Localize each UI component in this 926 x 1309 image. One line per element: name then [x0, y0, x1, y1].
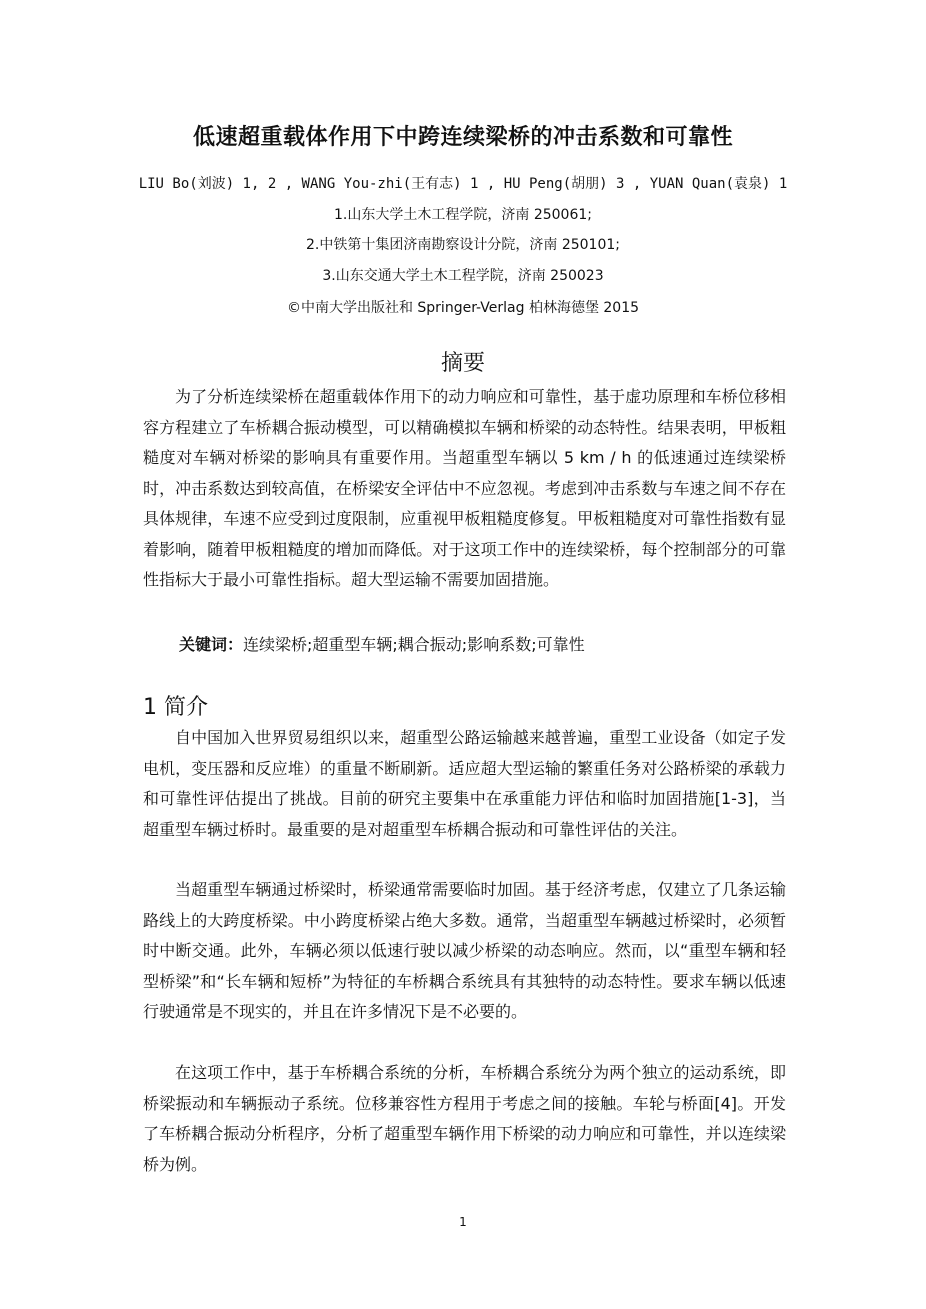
- intro-paragraph-3: 在这项工作中，基于车桥耦合系统的分析，车桥耦合系统分为两个独立的运动系统，即桥梁振动和车辆振动子系统。位移兼容性方程用于考虑之间的接触。车轮与桥面[4]。开发了车桥耦合振动分析程序，分析了超重型车辆作用下桥梁的动力响应和可靠性，并以连续梁桥为例。: [143, 1063, 786, 1174]
- paper-title: 低速超重载体作用下中跨连续梁桥的冲击系数和可靠性: [192, 125, 733, 150]
- intro-paragraph-2: 当超重型车辆通过桥梁时，桥梁通常需要临时加固。基于经济考虑，仅建立了几条运输路线上的大跨度桥梁。中小跨度桥梁占绝大多数。通常，当超重型车辆越过桥梁时，必须暂时中断交通。此外，车辆必须以低速行驶以减少桥梁的动态响应。然而，以“重型车辆和轻型桥梁”和“长车辆和短桥”为特征的车桥耦合系统具有其独特的动态特性。要求车辆以低速行驶通常是不现实的，并且在许多情况下是不必要的。: [143, 880, 786, 1021]
- affiliation-1: 1.山东大学土木工程学院，济南 250061;: [334, 207, 592, 223]
- keywords-line: [179, 632, 585, 655]
- keywords-label: 关键词：: [179, 635, 244, 654]
- affiliation-3: 3.山东交通大学土木工程学院，济南 250023: [322, 268, 604, 284]
- abstract-heading: 摘要: [440, 351, 485, 376]
- author-list: LIU Bo(刘波) 1, 2 , WANG You-zhi(王有志) 1 , HU Peng(胡朋) 3 , YUAN Quan(袁泉) 1: [138, 176, 788, 192]
- copyright-line: ©中南大学出版社和 Springer-Verlag 柏林海德堡 2015: [286, 300, 640, 316]
- section-heading-introduction: 1 简介: [143, 695, 208, 720]
- keywords-list: 连续梁桥;超重型车辆;耦合振动;影响系数;可靠性: [243, 635, 585, 654]
- page-number: 1: [459, 1215, 467, 1229]
- abstract-paragraph: 为了分析连续梁桥在超重载体作用下的动力响应和可靠性，基于虚功原理和车桥位移相容方程建立了车桥耦合振动模型，可以精确模拟车辆和桥梁的动态特性。结果表明，甲板粗糙度对车辆对桥梁的影响具有重要作用。当超重型车辆以 5 km / h 的低速通过连续梁桥时，冲击系数达到较高值，在桥梁安全评估中不应忽视。考虑到冲击系数与车速之间不存在具体规律，车速不应受到过度限制，应重视甲板粗糙度修复。甲板粗糙度对可靠性指数有显着影响，随着甲板粗糙度的增加而降低。对于这项工作中的连续梁桥，每个控制部分的可靠性指标大于最小可靠性指标。超大型运输不需要加固措施。: [143, 387, 786, 589]
- affiliation-2: 2.中铁第十集团济南勘察设计分院，济南 250101;: [306, 237, 620, 253]
- intro-paragraph-1: 自中国加入世界贸易组织以来，超重型公路运输越来越普遍，重型工业设备（如定子发电机，变压器和反应堆）的重量不断刷新。适应超大型运输的繁重任务对公路桥梁的承载力和可靠性评估提出了挑战。目前的研究主要集中在承重能力评估和临时加固措施[1-3]，当超重型车辆过桥时。最重要的是对超重型车桥耦合振动和可靠性评估的关注。: [143, 728, 786, 839]
